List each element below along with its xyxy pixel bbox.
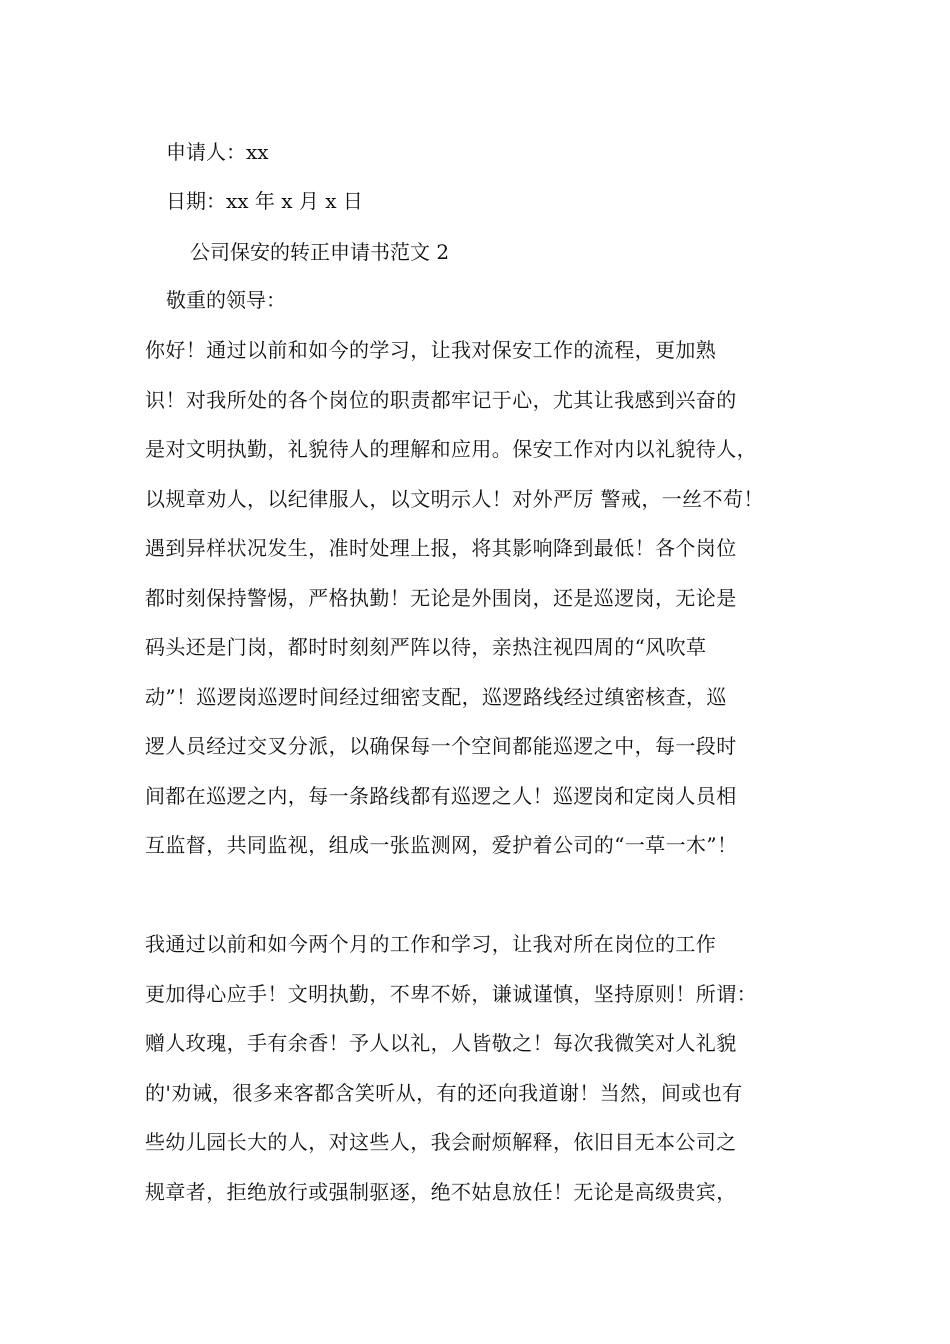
paragraph-1 [145, 336, 825, 881]
paragraph-line: 我通过以前和如今两个月的工作和学习，让我对所在岗位的工作 [145, 932, 717, 956]
paragraph-line: 是对文明执勤，礼貌待人的理解和应用。保安工作对内以礼貌待人， [145, 437, 757, 461]
paragraph-line: 逻人员经过交叉分派，以确保每一个空间都能巡逻之中，每一段时 [145, 734, 737, 758]
paragraph-line: 识！对我所处的各个岗位的职责都牢记于心，尤其让我感到兴奋的 [145, 387, 737, 412]
paragraph-line: 动”！巡逻岗巡逻时间经过细密支配，巡逻路线经过缜密核查，巡 [145, 684, 727, 709]
applicant-line: 申请人：xx [166, 140, 269, 164]
document-title: 公司保安的转正申请书范文 2 [190, 240, 450, 264]
paragraph-line: 都时刻保持警惕，严格执勤！无论是外围岗，还是巡逻岗，无论是 [145, 585, 737, 610]
paragraph-line: 更加得心应手！文明执勤，不卑不娇，谦诚谨慎，坚持原则！所谓： [145, 981, 757, 1006]
paragraph-line: 些幼儿园长大的人，对这些人，我会耐烦解释，依旧目无本公司之 [145, 1130, 737, 1154]
paragraph-line: 码头还是门岗，都时时刻刻严阵以待，亲热注视四周的“风吹草 [145, 635, 707, 659]
paragraph-line: 遇到异样状况发生，准时处理上报，将其影响降到最低！各个岗位 [145, 536, 737, 560]
paragraph-line: 互监督，共同监视，组成一张监测网，爱护着公司的“一草一木”！ [145, 833, 738, 857]
paragraph-line: 间都在巡逻之内，每一条路线都有巡逻之人！巡逻岗和定岗人员相 [145, 783, 737, 808]
paragraph-line: 的'劝诫，很多来客都含笑听从，有的还向我道谢！当然，间或也有 [145, 1080, 743, 1105]
paragraph-line: 规章者，拒绝放行或强制驱逐，绝不姑息放任！无论是高级贵宾， [145, 1179, 737, 1204]
date-line: 日期：xx 年 x 月 x 日 [166, 189, 363, 213]
paragraph-line: 以规章劝人，以纪律服人，以文明示人！对外严厉 警戒，一丝不苟！ [145, 486, 764, 511]
salutation: 敬重的领导： [166, 288, 286, 312]
paragraph-line: 你好！通过以前和如今的学习，让我对保安工作的流程，更加熟 [145, 338, 717, 362]
paragraph-2 [145, 930, 825, 1227]
paragraph-line: 赠人玫瑰，手有余香！予人以礼，人皆敬之！每次我微笑对人礼貌 [145, 1031, 737, 1055]
